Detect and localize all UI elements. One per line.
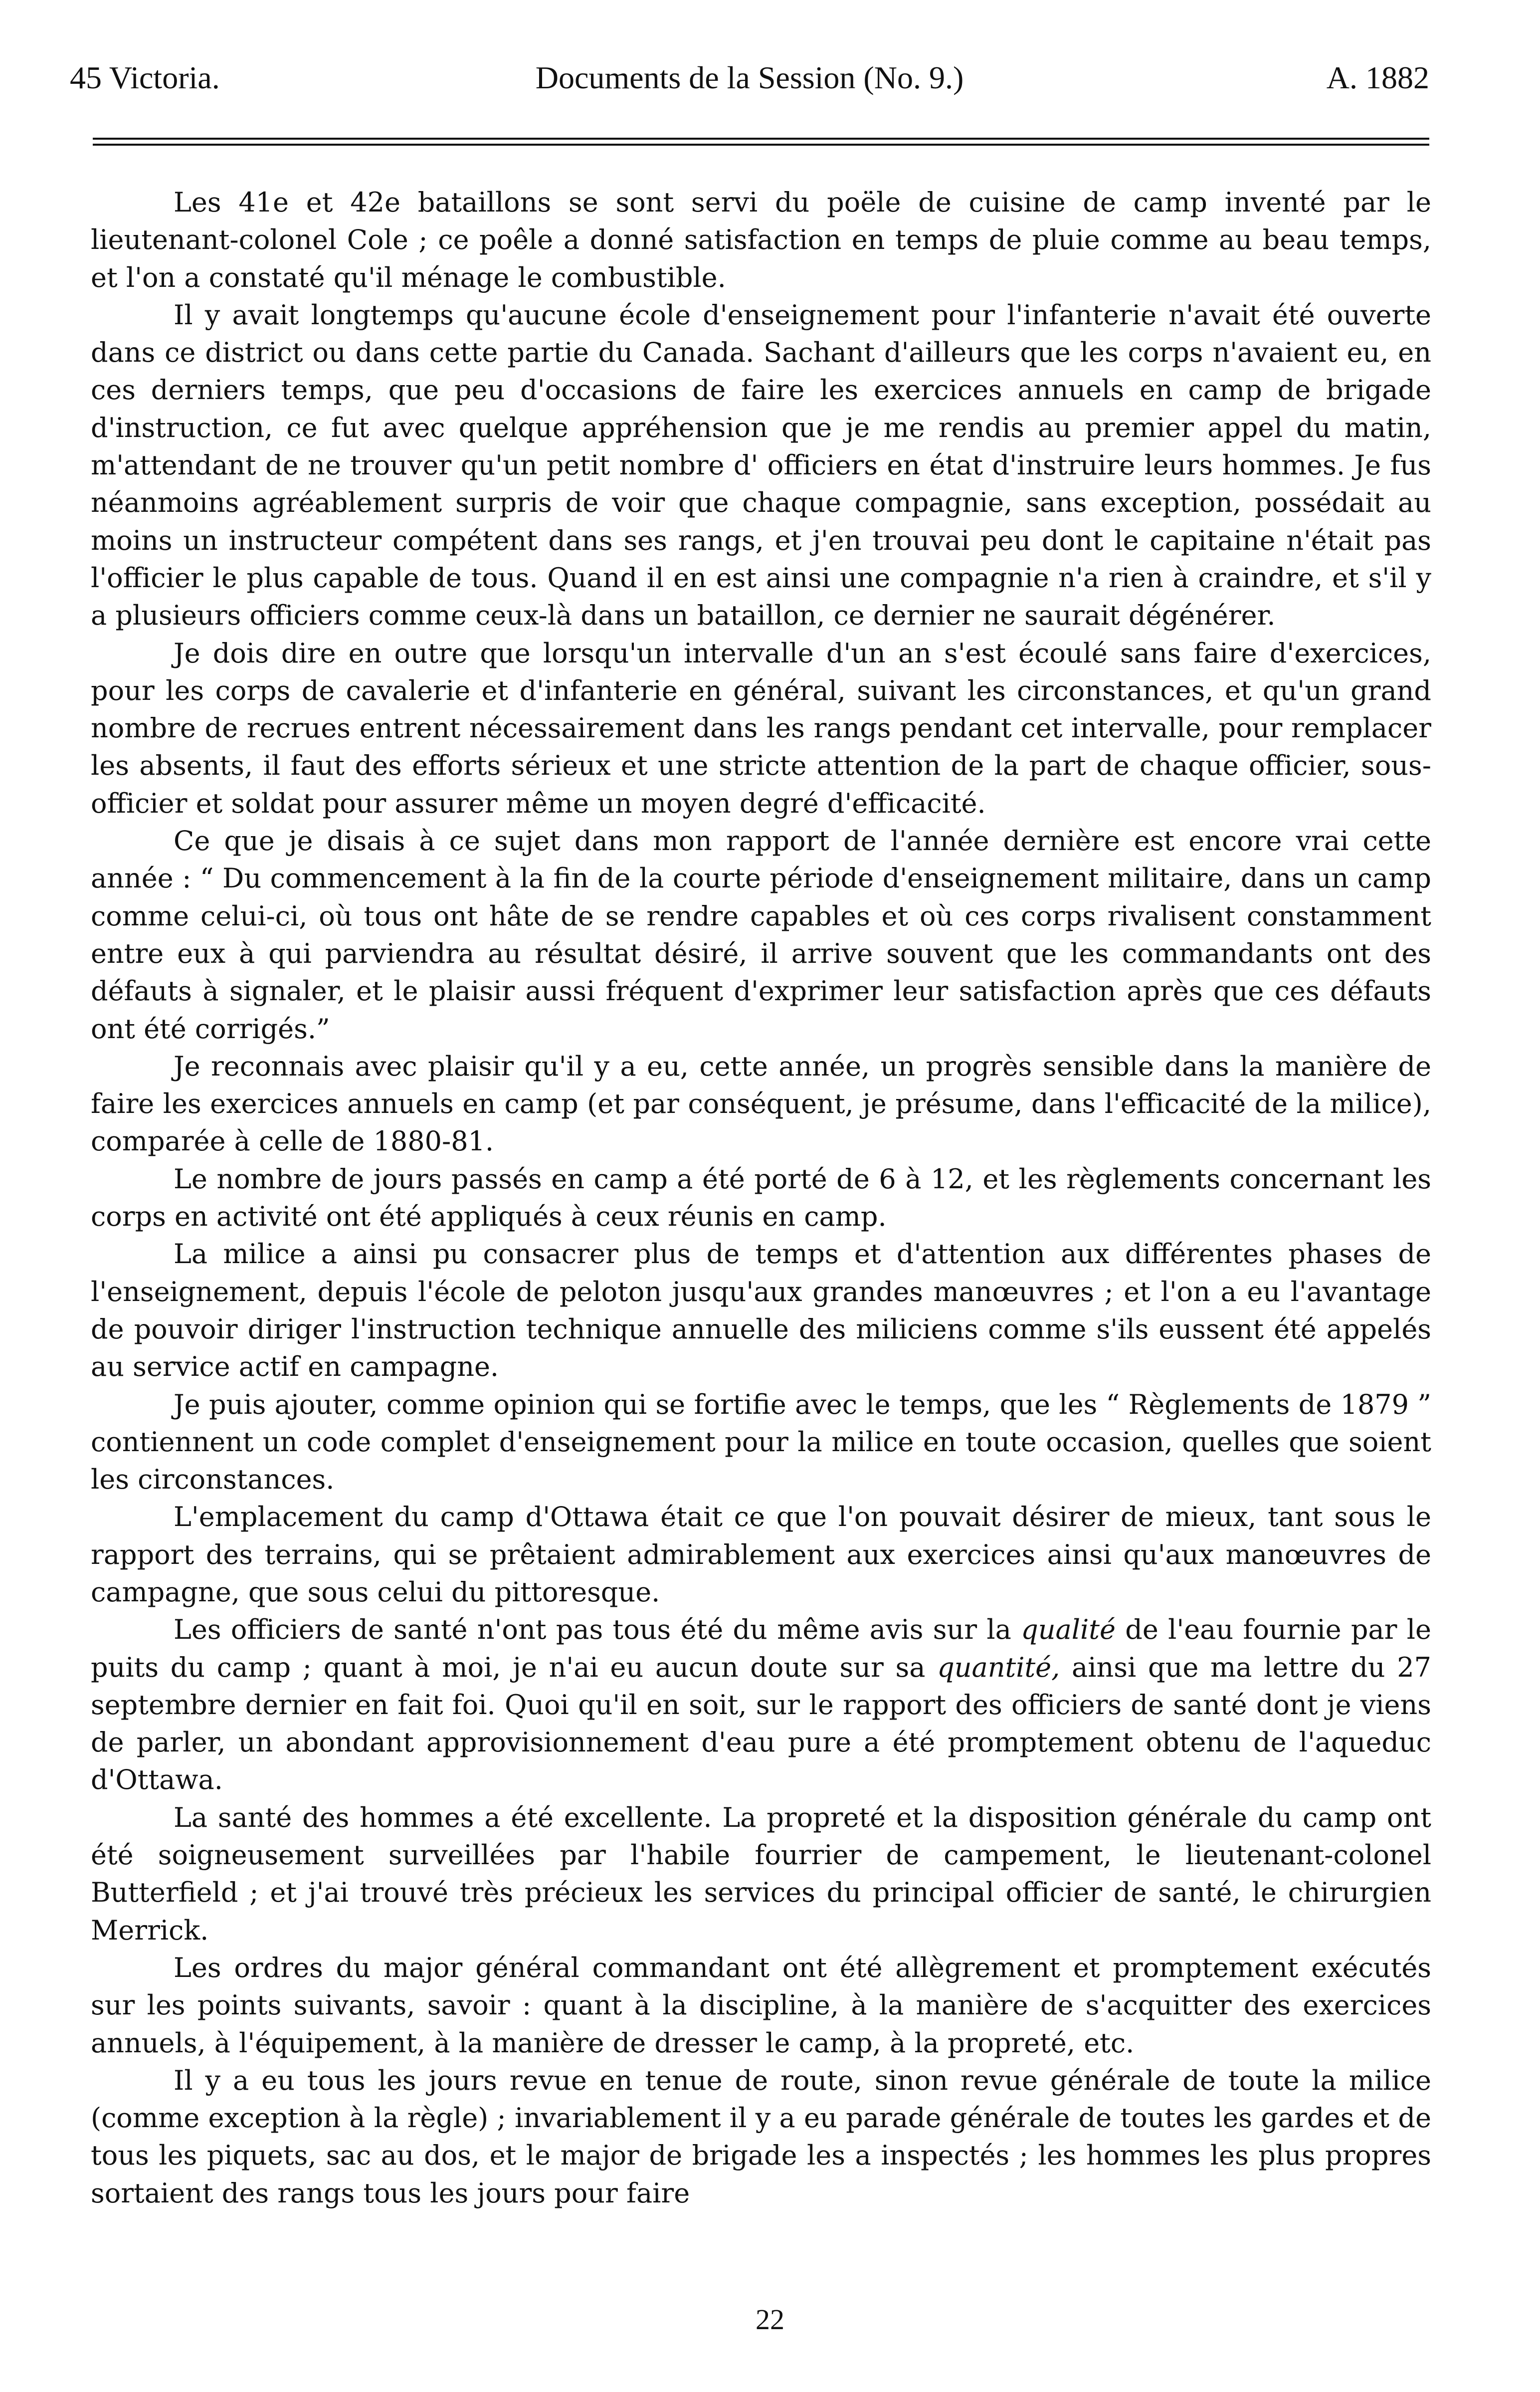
header-year: A. 1882 [1326,60,1429,95]
water-text-part2: de l'eau fournie par le puits du camp ; quant à moi, je n'ai eu aucun doute sur sa [91,1614,1431,1683]
paragraph-days-in-camp: Le nombre de jours passés en camp a été porté de 6 à 12, et les règlements concernant les corps en activité ont été appliqués à ceux réunis en camp. [91,1163,1431,1233]
paragraph-last-year-report: Ce que je disais à ce sujet dans mon rapport de l'année dernière est encore vrai cette année : “ Du commencement à la fin de la courte période d'enseignement militaire, dans un camp comme celui-ci, où tous ont hâte de se rendre capables et où ces corps rivalisent constamment entre eux à qui parviendra au résultat désiré, il arrive souvent que les commandants ont des défauts à signaler, et le plaisir aussi fréquent d'exprimer leur satisfaction après que ces défauts ont été corrigés.” [91,825,1431,1045]
header-volume: 45 Victoria. [70,60,220,95]
water-text-quality: qualité [1021,1614,1116,1646]
water-text-part3: ainsi que ma lettre du 27 septembre dernier en fait foi. Quoi qu'il en soit, sur le rapport des officiers de santé dont je viens de parler, un abondant approvisionnement d'eau pure a été promptement obtenu de l'aqueduc d'Ottawa. [91,1651,1431,1796]
water-text-quantity: quantité, [937,1651,1060,1683]
paragraph-water [91,1611,1431,1798]
paragraph-infantry-school: Il y avait longtemps qu'aucune école d'enseignement pour l'infanterie n'avait été ouverte dans ce district ou dans cette partie du Canada. Sachant d'ailleurs que les corps n'avaient eu, en ces derniers temps, que peu d'occasions de faire les exercices annuels en camp de brigade d'instruction, ce fut avec quelque appréhension que je me rendis au premier appel du matin, m'attendant de ne trouver qu'un petit nombre d' officiers en état d'instruire leurs hommes. Je fus néanmoins agréablement surpris de voir que chaque compagnie, sans exception, possédait au moins un instructeur compétent dans ses rangs, et j'en trouvai peu dont le capitaine n'était pas l'officier le plus capable de tous. Quand il en est ainsi une compagnie n'a rien à craindre, et s'il y a plusieurs officiers comme ceux-là dans un bataillon, ce dernier ne saurait dégénérer. [91,299,1431,632]
header-title: Documents de la Session (No. 9.) [535,60,964,95]
paragraph-regulations: Je puis ajouter, comme opinion qui se fortifie avec le temps, que les “ Règlements de 1879 ” contiennent un code complet d'enseignement pour la milice en toute occasion, quelles que soient les circonstances. [91,1388,1431,1496]
paragraph-progress: Je reconnais avec plaisir qu'il y a eu, cette année, un progrès sensible dans la manière de faire les exercices annuels en camp (et par conséquent, je présume, dans l'efficacité de la milice), comparée à celle de 1880-81. [91,1050,1431,1157]
paragraph-interval: Je dois dire en outre que lorsqu'un intervalle d'un an s'est écoulé sans faire d'exercices, pour les corps de cavalerie et d'infanterie en général, suivant les circonstances, et qu'un grand nombre de recrues entrent nécessairement dans les rangs pendant cet intervalle, pour remplacer les absents, il faut des efforts sérieux et une stricte attention de la part de chaque officier, sous-officier et soldat pour assurer même un moyen degré d'efficacité. [91,637,1431,819]
water-text-part1: Les officiers de santé n'ont pas tous été du même avis sur la [174,1614,1021,1646]
header-rule-bottom [93,144,1429,146]
document-body [91,184,1431,2212]
paragraph-camp-site: L'emplacement du camp d'Ottawa était ce que l'on pouvait désirer de mieux, tant sous le rapport des terrains, qui se prêtaient admirablement aux exercices ainsi qu'aux manœuvres de campagne, que sous celui du pittoresque. [91,1501,1431,1608]
paragraph-daily-review: Il y a eu tous les jours revue en tenue de route, sinon revue générale de toute la milice (comme exception à la règle) ; invariablement il y a eu parade générale de toutes les gardes et de tous les piquets, sac au dos, et le major de brigade les a inspectés ; les hommes les plus propres sortaient des rangs tous les jours pour faire [91,2064,1431,2209]
paragraph-stove: Les 41e et 42e bataillons se sont servi du poële de cuisine de camp inventé par le lieutenant-colonel Cole ; ce poêle a donné satisfaction en temps de pluie comme au beau temps, et l'on a constaté qu'il ménage le combustible. [91,187,1431,293]
page-number: 22 [756,2303,784,2336]
paragraph-health: La santé des hommes a été excellente. La propreté et la disposition générale du camp ont été soigneusement surveillées par l'habile fourrier de campement, le lieutenant-colonel Butterfield ; et j'ai trouvé très précieux les services du principal officier de santé, le chirurgien Merrick. [91,1801,1431,1946]
page-header [70,54,1429,102]
paragraph-orders: Les ordres du major général commandant ont été allègrement et promptement exécutés sur les points suivants, savoir : quant à la discipline, à la manière de s'acquitter des exercices annuels, à l'équipement, à la manière de dresser le camp, à la propreté, etc. [91,1952,1431,2059]
header-rule-top [93,138,1429,140]
paragraph-militia-time: La milice a ainsi pu consacrer plus de temps et d'attention aux différentes phases de l'enseignement, depuis l'école de peloton jusqu'aux grandes manœuvres ; et l'on a eu l'avantage de pouvoir diriger l'instruction technique annuelle des miliciens comme s'ils eussent été appelés au service actif en campagne. [91,1238,1431,1383]
